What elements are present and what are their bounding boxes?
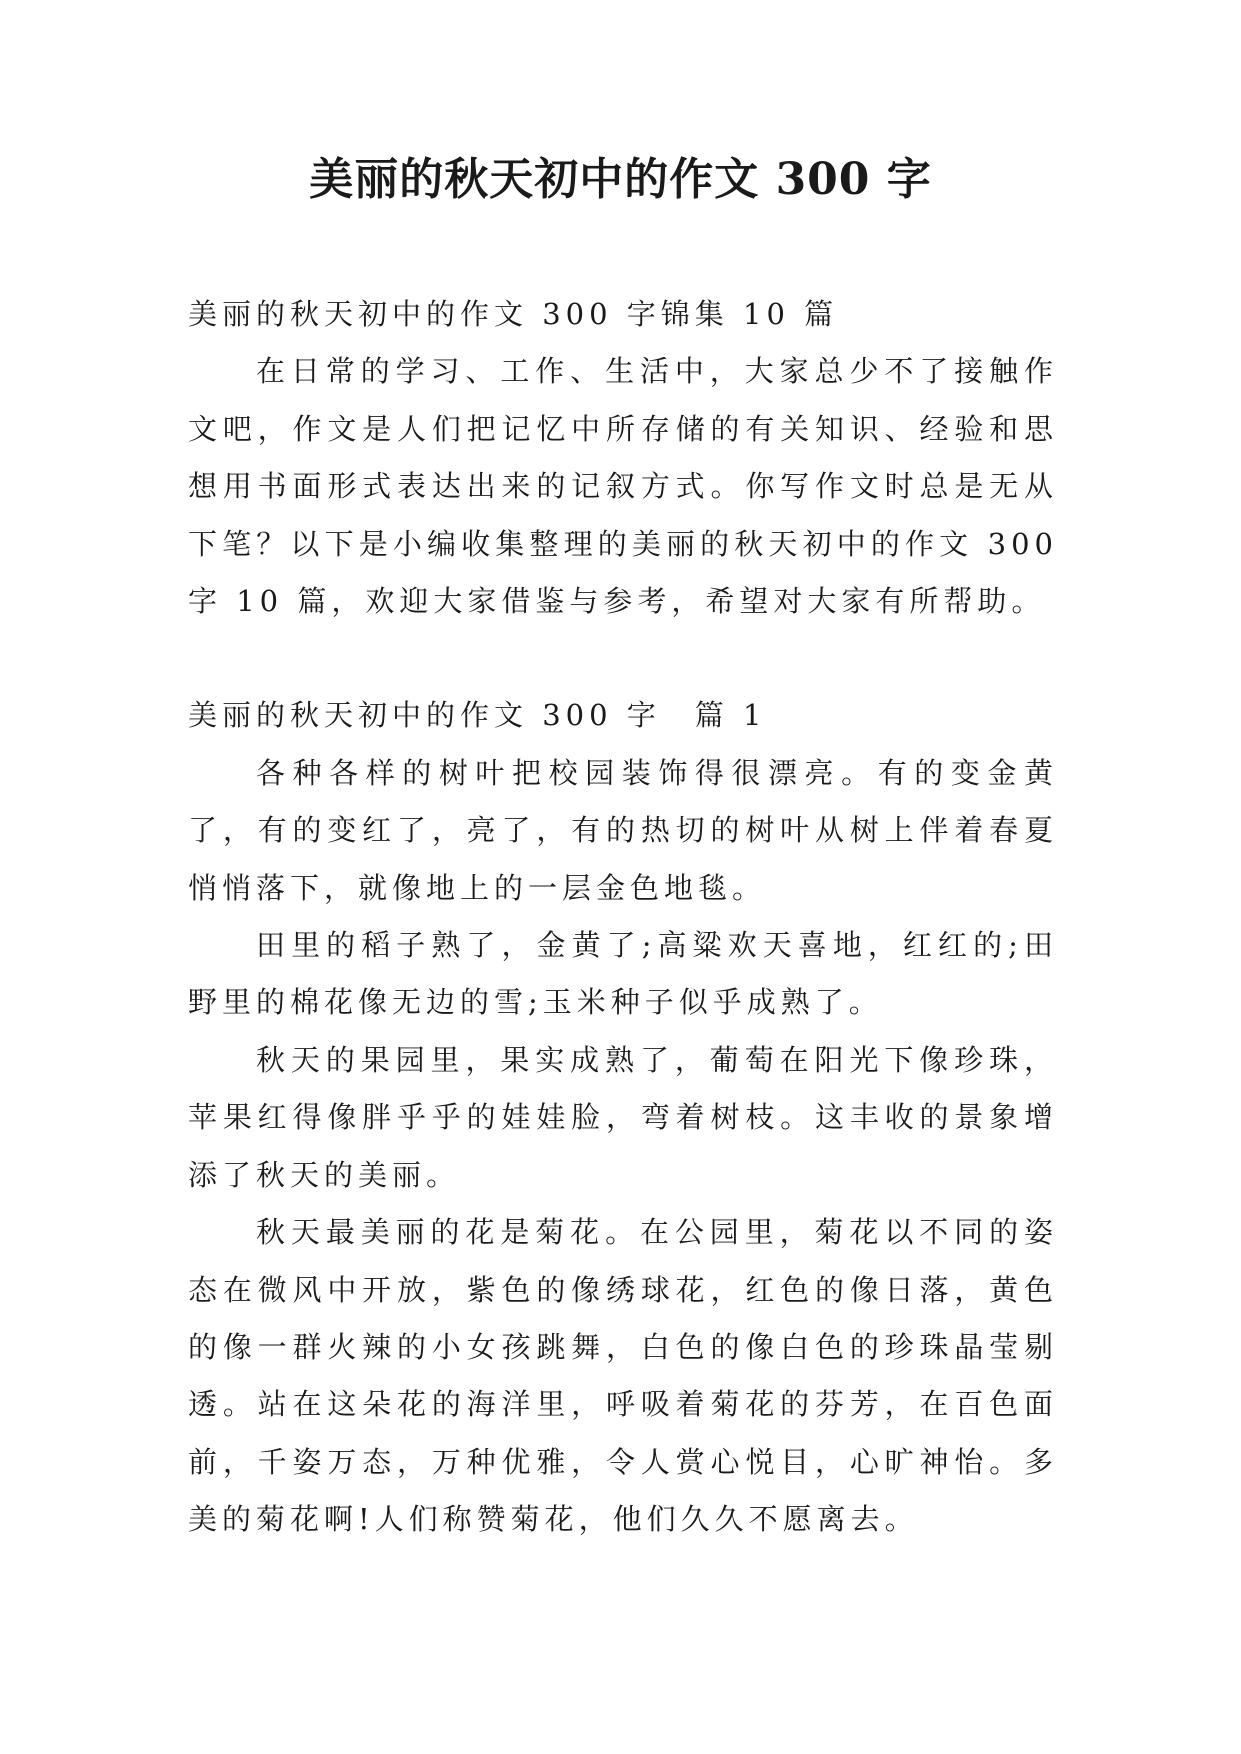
document-body xyxy=(188,286,1058,1549)
essay-paragraph: 田里的稻子熟了，金黄了;高粱欢天喜地，红红的;田野里的棉花像无边的雪;玉米种子似乎成熟了。 xyxy=(188,928,1058,1020)
essay-heading: 美丽的秋天初中的作文 300 字 篇 1 xyxy=(188,698,767,733)
section-spacer xyxy=(188,630,1058,687)
intro-paragraph: 在日常的学习、工作、生活中，大家总少不了接触作文吧，作文是人们把记忆中所存储的有关知识、经验和思想用书面形式表达出来的记叙方式。你写作文时总是无从下笔？以下是小编收集整理的美丽的秋天初中的作文 300 字 10 篇，欢迎大家借鉴与参考，希望对大家有所帮助。 xyxy=(188,354,1058,619)
essay-paragraph: 秋天最美丽的花是菊花。在公园里，菊花以不同的姿态在微风中开放，紫色的像绣球花，红色的像日落，黄色的像一群火辣的小女孩跳舞，白色的像白色的珍珠晶莹剔透。站在这朵花的海洋里，呼吸着菊花的芬芳，在百色面前，千姿万态，万种优雅，令人赏心悦目，心旷神怡。多美的菊花啊!人们称赞菊花，他们久久不愿离去。 xyxy=(188,1215,1058,1537)
collection-heading: 美丽的秋天初中的作文 300 字锦集 10 篇 xyxy=(188,297,839,331)
document-title: 美丽的秋天初中的作文 300 字 xyxy=(309,154,932,205)
essay-paragraph: 各种各样的树叶把校园装饰得很漂亮。有的变金黄了，有的变红了，亮了，有的热切的树叶从树上伴着春夏悄悄落下，就像地上的一层金色地毯。 xyxy=(188,755,1058,905)
essay-paragraph: 秋天的果园里，果实成熟了，葡萄在阳光下像珍珠，苹果红得像胖乎乎的娃娃脸，弯着树枝。这丰收的景象增添了秋天的美丽。 xyxy=(188,1042,1058,1192)
